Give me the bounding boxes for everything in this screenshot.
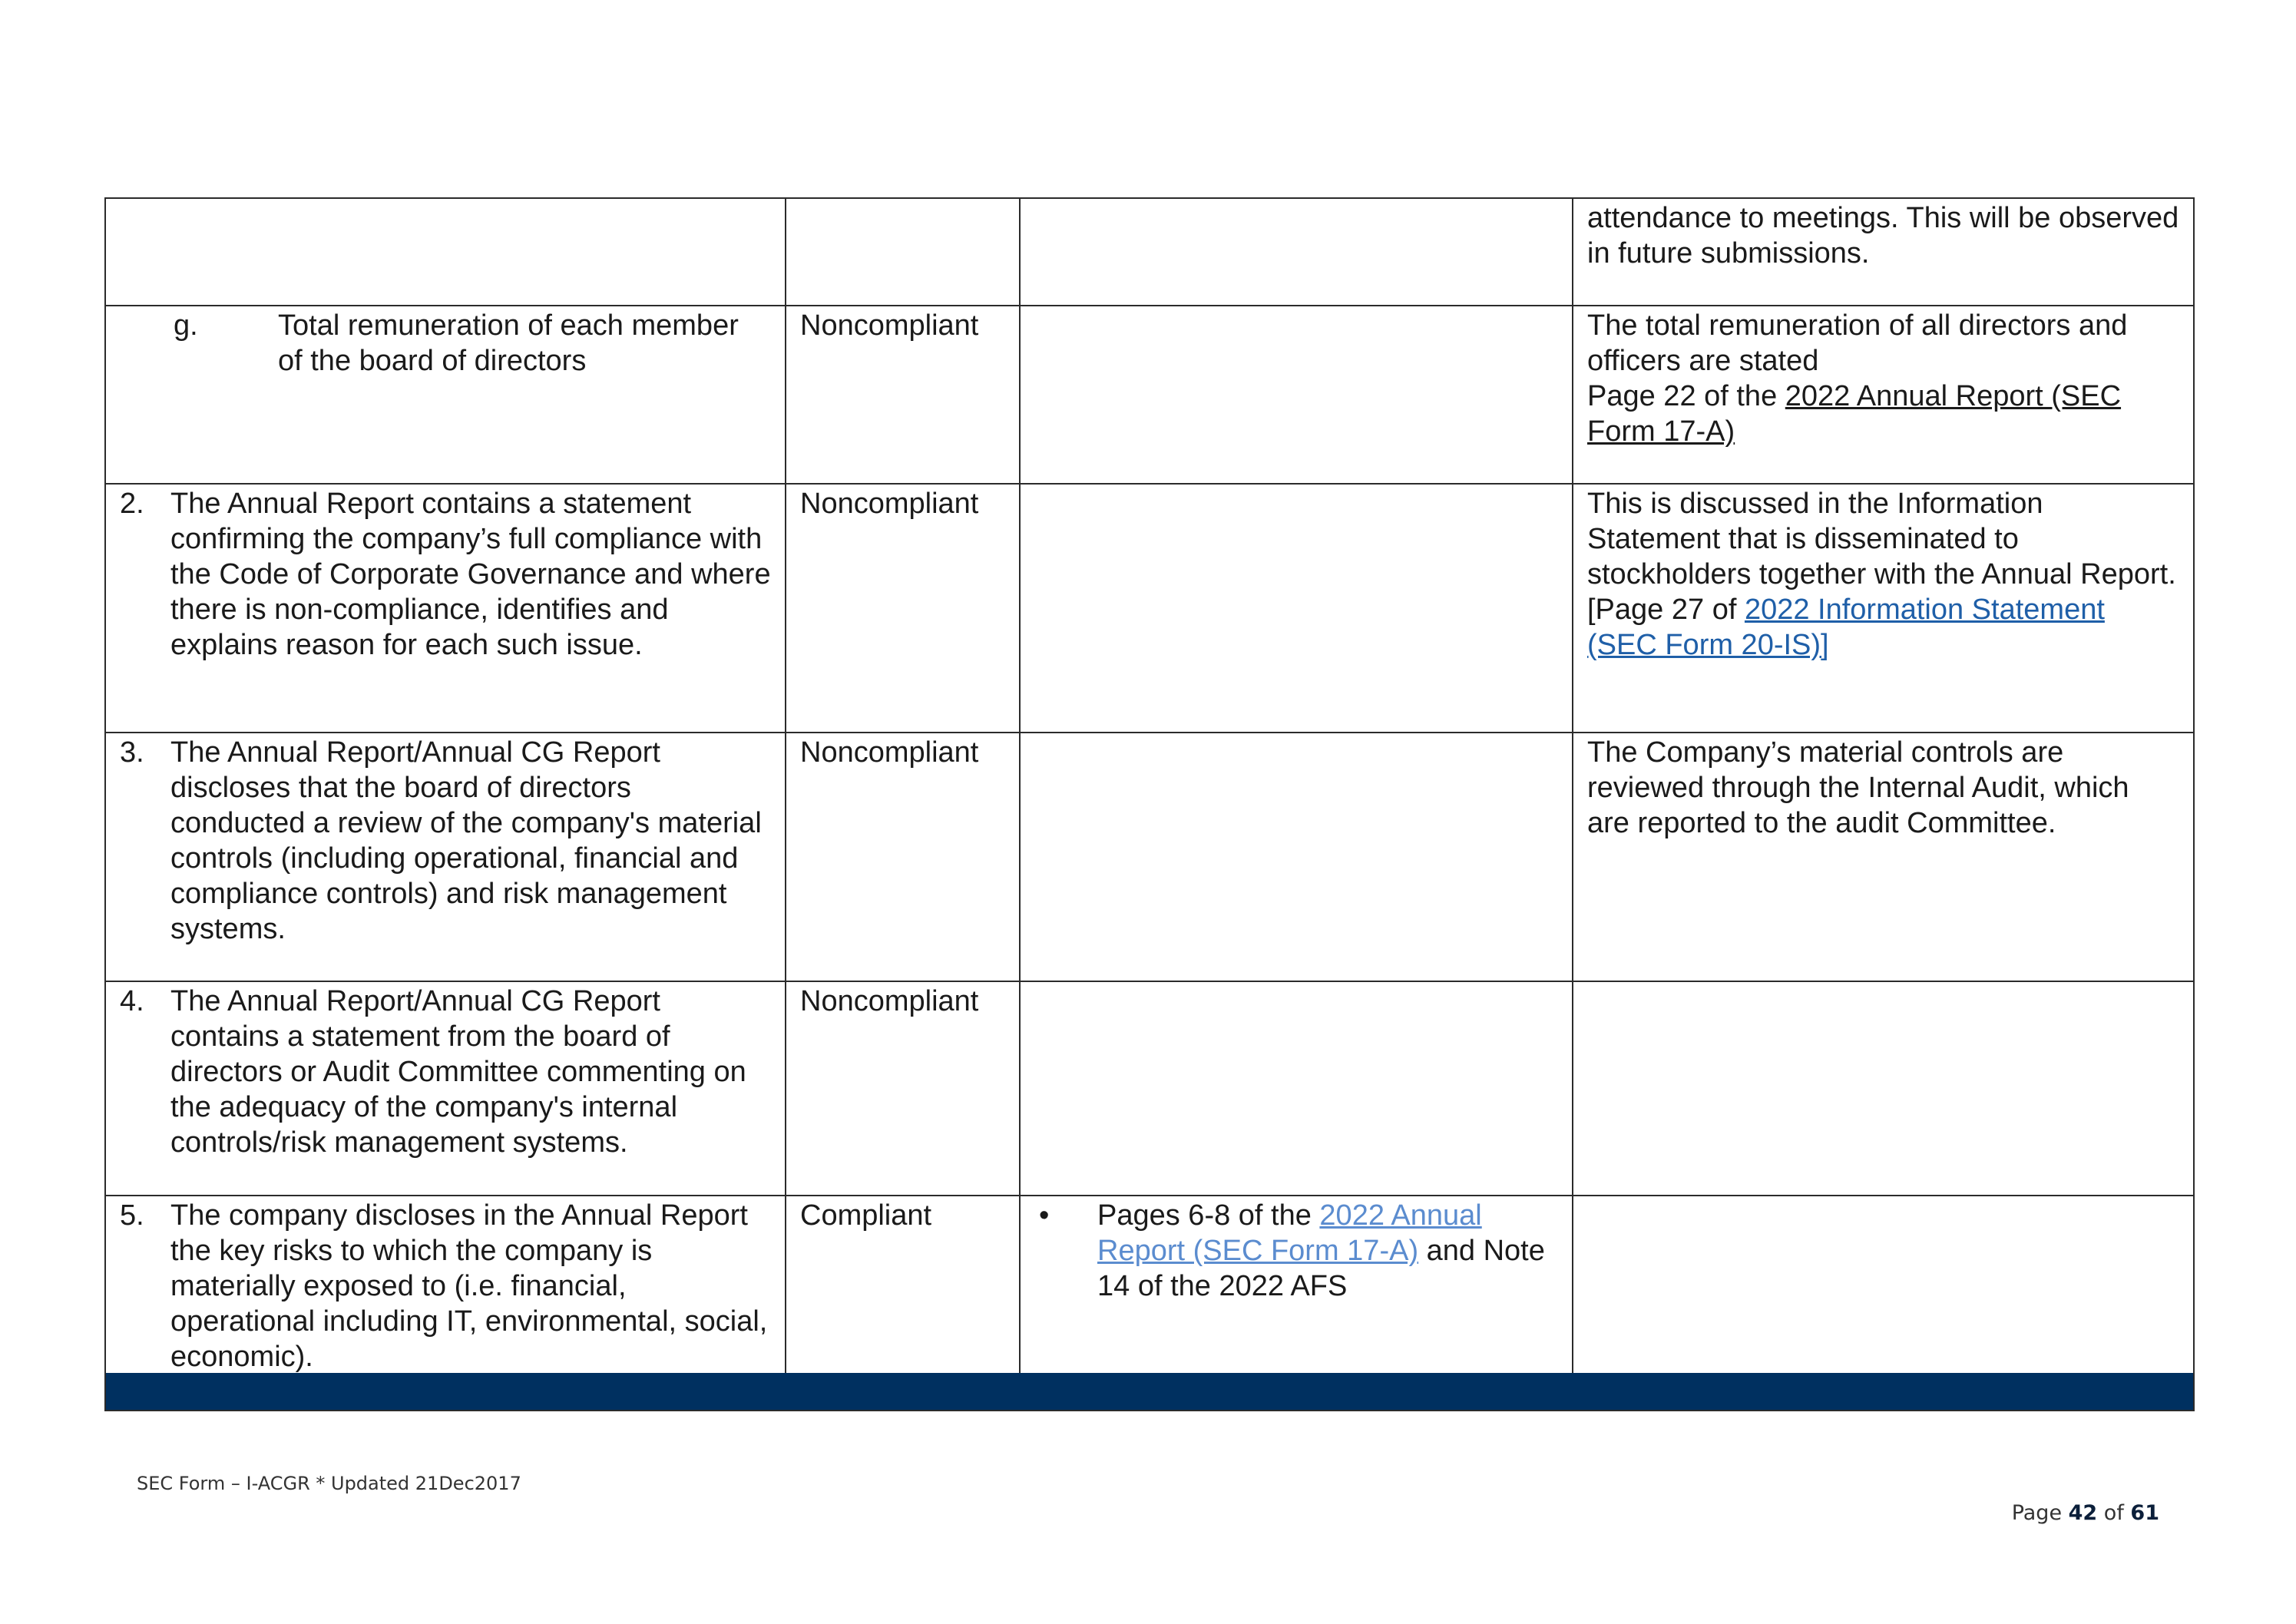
- governance-table: [104, 197, 2195, 1411]
- status-cell: [786, 485, 1021, 732]
- information-statement-link[interactable]: 2022 Information Statement (SEC Form 20-IS)]: [1587, 594, 2105, 661]
- status-cell: [786, 306, 1021, 483]
- table-footer-bar: [106, 1373, 2193, 1410]
- criteria-cell: [106, 199, 786, 305]
- item-number: 2.: [120, 488, 144, 520]
- criteria-text: The Annual Report/Annual CG Report contains a statement from the board of directors or Audit Committee commenting on the adequacy of the company's internal controls/risk management systems.: [170, 985, 746, 1159]
- page-label: Page: [2011, 1501, 2069, 1525]
- evidence-text: and Note 14 of the 2022 AFS: [1097, 1235, 1545, 1302]
- criteria-text: Total remuneration of each member of the board of directors: [278, 309, 739, 377]
- explanation-text: Page 22 of the: [1587, 380, 1785, 412]
- annual-report-link[interactable]: 2022 Annual Report (SEC Form 17-A): [1097, 1199, 1482, 1267]
- table-row: [106, 1196, 2193, 1373]
- status-cell: [786, 199, 1021, 305]
- explanation-cell: [1573, 485, 2193, 732]
- explanation-text: This is discussed in the Information Statement that is disseminated to stockholders together with the Annual Report. [Page 27 of: [1587, 488, 2176, 626]
- status-cell: [786, 733, 1021, 981]
- explanation-cell: [1573, 306, 2193, 483]
- status-cell: [786, 982, 1021, 1195]
- explanation-text: attendance to meetings. This will be observed in future submissions.: [1587, 202, 2179, 270]
- criteria-cell: [106, 1196, 786, 1373]
- status-text: Noncompliant: [800, 985, 979, 1017]
- criteria-cell: [106, 982, 786, 1195]
- annual-report-link[interactable]: 2022 Annual Report (SEC Form 17-A): [1587, 380, 2122, 448]
- status-text: Noncompliant: [800, 309, 979, 342]
- explanation-cell: [1573, 199, 2193, 305]
- evidence-cell: [1021, 982, 1573, 1195]
- evidence-cell: [1021, 199, 1573, 305]
- item-number: 4.: [120, 985, 144, 1017]
- table-row: [106, 733, 2193, 982]
- table-row: [106, 982, 2193, 1196]
- form-footer: SEC Form – I-ACGR * Updated 21Dec2017: [137, 1473, 521, 1494]
- table-row: [106, 306, 2193, 485]
- explanation-cell: [1573, 982, 2193, 1195]
- status-text: Noncompliant: [800, 488, 979, 520]
- evidence-text: Pages 6-8 of the: [1097, 1199, 1320, 1232]
- evidence-cell: [1021, 1196, 1573, 1373]
- page-number: [2012, 1501, 2159, 1525]
- bullet-icon: •: [1039, 1199, 1050, 1232]
- item-number: 3.: [120, 736, 144, 769]
- evidence-cell: [1021, 306, 1573, 483]
- item-number: g.: [174, 309, 198, 342]
- criteria-cell: [106, 485, 786, 732]
- explanation-cell: [1573, 1196, 2193, 1373]
- item-number: 5.: [120, 1199, 144, 1232]
- evidence-cell: [1021, 485, 1573, 732]
- table-row: [106, 199, 2193, 306]
- explanation-text: The total remuneration of all directors and officers are stated: [1587, 309, 2128, 377]
- of-label: of: [2097, 1501, 2131, 1525]
- explanation-text: The Company’s material controls are reviewed through the Internal Audit, which are reported to the audit Committee.: [1587, 736, 2129, 839]
- criteria-cell: [106, 306, 786, 483]
- status-cell: [786, 1196, 1021, 1373]
- explanation-cell: [1573, 733, 2193, 981]
- criteria-text: The company discloses in the Annual Report the key risks to which the company is materially exposed to (i.e. financial, operational including IT, environmental, social, economic).: [170, 1199, 768, 1373]
- criteria-text: The Annual Report contains a statement confirming the company’s full compliance with the Code of Corporate Governance and where there is non-compliance, identifies and explains reason for each such issue.: [170, 488, 771, 661]
- table-row: [106, 485, 2193, 733]
- current-page: 42: [2068, 1501, 2098, 1525]
- criteria-text: The Annual Report/Annual CG Report discloses that the board of directors conducted a review of the company's material controls (including operational, financial and compliance controls) and risk management systems.: [170, 736, 762, 945]
- status-text: Compliant: [800, 1199, 932, 1232]
- evidence-cell: [1021, 733, 1573, 981]
- status-text: Noncompliant: [800, 736, 979, 769]
- criteria-cell: [106, 733, 786, 981]
- total-pages: 61: [2130, 1501, 2159, 1525]
